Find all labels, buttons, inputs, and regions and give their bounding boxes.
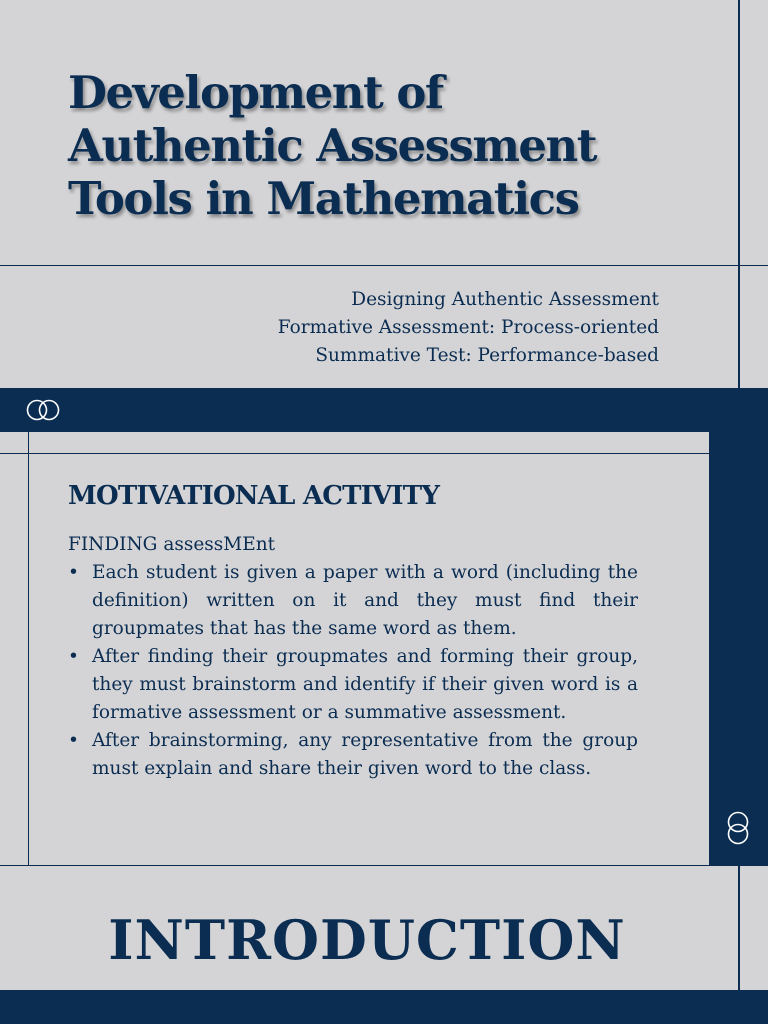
navy-panel-right	[709, 432, 768, 865]
activity-bullet: • Each student is given a paper with a word (including the definition) written on it and they must find their groupmates that has the same word as them.	[68, 559, 638, 643]
activity-bullet: • After finding their groupmates and forming their group, they must brainstorm and identify if their given word is a formative assessment or a summative assessment.	[68, 643, 638, 727]
rings-icon	[25, 396, 63, 424]
activity-bullet-list	[68, 559, 638, 783]
section-heading: INTRODUCTION	[108, 908, 626, 972]
activity-body	[68, 531, 638, 783]
horizontal-line-top	[0, 265, 768, 266]
subtitle-item: Formative Assessment: Process-oriented	[277, 317, 659, 338]
horizontal-line-card	[0, 453, 768, 454]
navy-band-bottom	[0, 990, 768, 1024]
navy-band-top	[0, 388, 768, 432]
page-title	[68, 66, 708, 225]
activity-lead: FINDING assessMEnt	[68, 534, 276, 555]
vertical-line-right-bottom	[738, 865, 740, 990]
rings-icon	[724, 810, 752, 848]
title-line: Authentic Assessment	[68, 119, 597, 172]
activity-bullet: • After brainstorming, any representative from the group must explain and share their given word to the class.	[68, 727, 638, 783]
vertical-line-right-top	[738, 0, 740, 432]
subtitle-item: Summative Test: Performance-based	[315, 345, 659, 366]
subtitle-item: Designing Authentic Assessment	[351, 289, 659, 310]
horizontal-line-bottom	[0, 865, 768, 866]
subtitle-list	[278, 286, 659, 370]
vertical-line-left-card	[28, 432, 29, 865]
activity-heading: MOTIVATIONAL ACTIVITY	[68, 481, 440, 511]
title-line: Development of	[68, 66, 443, 119]
title-line: Tools in Mathematics	[68, 172, 579, 225]
